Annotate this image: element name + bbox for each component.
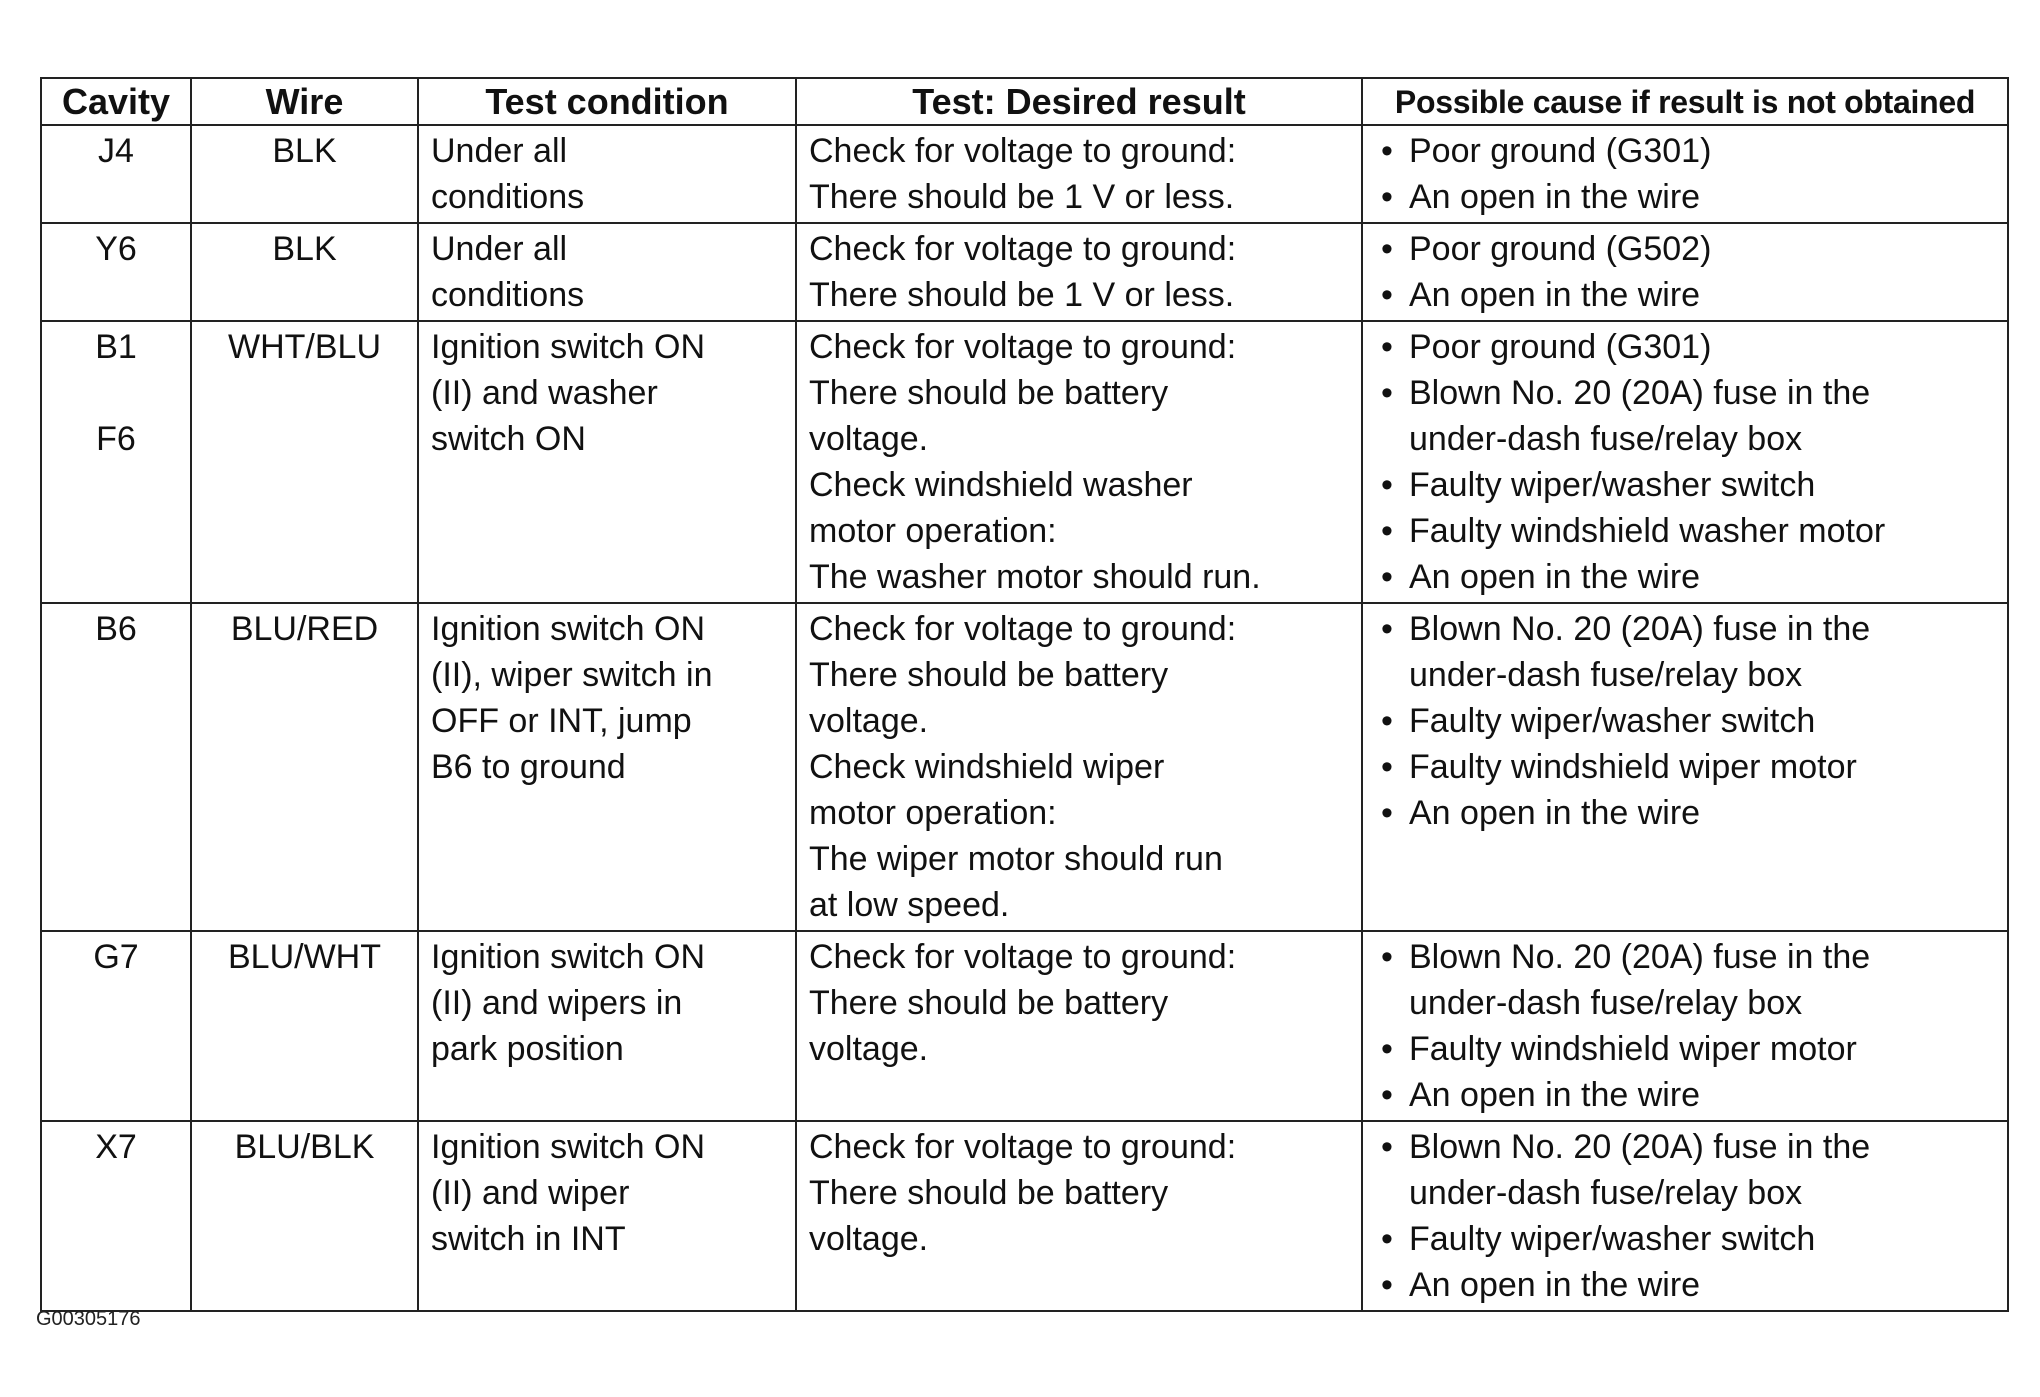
desired-result-cell xyxy=(796,125,1362,223)
cause-list xyxy=(1375,324,1995,600)
table-row xyxy=(41,931,2008,1121)
test-condition-line: Ignition switch ON xyxy=(431,938,705,976)
cavity-cell xyxy=(41,931,191,1121)
cavity-value: B6 xyxy=(95,610,137,648)
cause-item xyxy=(1375,698,1995,744)
test-condition-line: Ignition switch ON xyxy=(431,610,705,648)
test-condition-line: switch ON xyxy=(431,420,586,458)
test-condition-line: Ignition switch ON xyxy=(431,328,705,366)
cavity-value: Y6 xyxy=(95,230,137,268)
cavity-value: X7 xyxy=(95,1128,137,1166)
desired-result-cell xyxy=(796,931,1362,1121)
wire-cell xyxy=(191,223,418,321)
desired-result-line: There should be 1 V or less. xyxy=(809,178,1235,216)
table-body xyxy=(41,125,2008,1311)
cause-item xyxy=(1375,606,1995,698)
wire-color-value: BLU/WHT xyxy=(228,938,381,976)
cause-text: under-dash fuse/relay box xyxy=(1409,984,1803,1022)
desired-result-cell xyxy=(796,321,1362,603)
possible-cause-cell xyxy=(1362,223,2008,321)
desired-result-line: Check for voltage to ground: xyxy=(809,938,1237,976)
table-row xyxy=(41,321,2008,603)
cause-item xyxy=(1375,1026,1995,1072)
possible-cause-cell xyxy=(1362,931,2008,1121)
test-condition-line: switch in INT xyxy=(431,1220,626,1258)
cavity-value: B1 xyxy=(95,328,137,366)
desired-result-line: voltage. xyxy=(809,1030,929,1068)
cause-text: • Faulty windshield washer motor xyxy=(1409,512,1886,550)
wire-color-value: WHT/BLU xyxy=(228,328,381,366)
cavity-value xyxy=(54,370,178,416)
desired-result-line: There should be battery xyxy=(809,984,1169,1022)
wire-cell xyxy=(191,125,418,223)
wire-cell xyxy=(191,1121,418,1311)
cause-text: • Poor ground (G301) xyxy=(1409,328,1712,366)
cause-text: • Faulty wiper/washer switch xyxy=(1409,702,1816,740)
wire-color-value: BLK xyxy=(272,132,337,170)
wiring-test-table xyxy=(40,77,2009,1312)
cause-item xyxy=(1375,272,1995,318)
cause-text: • An open in the wire xyxy=(1409,558,1701,596)
cavity-value: J4 xyxy=(98,132,134,170)
desired-result-line: Check windshield wiper xyxy=(809,748,1165,786)
cause-list xyxy=(1375,934,1995,1118)
cause-text: under-dash fuse/relay box xyxy=(1409,420,1803,458)
possible-cause-cell xyxy=(1362,125,2008,223)
test-condition-line: conditions xyxy=(431,178,585,216)
desired-result-line: at low speed. xyxy=(809,886,1010,924)
figure-id: G00305176 xyxy=(36,1308,141,1330)
desired-result-cell xyxy=(796,223,1362,321)
header-cavity: Cavity xyxy=(41,78,191,125)
table-row xyxy=(41,1121,2008,1311)
desired-result-line: Check for voltage to ground: xyxy=(809,328,1237,366)
header-possible-cause: Possible cause if result is not obtained xyxy=(1362,78,2008,125)
test-condition-line: (II) and wipers in xyxy=(431,984,683,1022)
cause-item xyxy=(1375,790,1995,836)
test-condition-cell xyxy=(418,223,796,321)
cause-item xyxy=(1375,934,1995,1026)
cause-text: • An open in the wire xyxy=(1409,276,1701,314)
desired-result-line: Check for voltage to ground: xyxy=(809,230,1237,268)
cause-text: • Poor ground (G301) xyxy=(1409,132,1712,170)
cause-item xyxy=(1375,1124,1995,1216)
cause-text: • Blown No. 20 (20A) fuse in the xyxy=(1409,610,1871,648)
cause-text: • Blown No. 20 (20A) fuse in the xyxy=(1409,938,1871,976)
cause-text: • An open in the wire xyxy=(1409,1076,1701,1114)
test-condition-line: park position xyxy=(431,1030,624,1068)
cause-item xyxy=(1375,1262,1995,1308)
cavity-cell xyxy=(41,1121,191,1311)
test-condition-cell xyxy=(418,1121,796,1311)
cause-text: • Faulty windshield wiper motor xyxy=(1409,748,1857,786)
cause-item xyxy=(1375,370,1995,462)
cause-item xyxy=(1375,462,1995,508)
cause-text: • Blown No. 20 (20A) fuse in the xyxy=(1409,374,1871,412)
cause-text: • An open in the wire xyxy=(1409,1266,1701,1304)
cause-item xyxy=(1375,324,1995,370)
test-condition-line: (II) and washer xyxy=(431,374,658,412)
wiring-test-table-container xyxy=(40,77,2007,1312)
test-condition-line: OFF or INT, jump xyxy=(431,702,692,740)
header-test-condition: Test condition xyxy=(418,78,796,125)
cavity-cell xyxy=(41,603,191,931)
test-condition-cell xyxy=(418,603,796,931)
desired-result-line: voltage. xyxy=(809,420,929,458)
table-row xyxy=(41,603,2008,931)
possible-cause-cell xyxy=(1362,321,2008,603)
desired-result-line: motor operation: xyxy=(809,794,1057,832)
header-wire: Wire xyxy=(191,78,418,125)
desired-result-line: The wiper motor should run xyxy=(809,840,1223,878)
desired-result-line: Check windshield washer xyxy=(809,466,1193,504)
desired-result-line: There should be 1 V or less. xyxy=(809,276,1235,314)
cause-text: under-dash fuse/relay box xyxy=(1409,656,1803,694)
desired-result-line: voltage. xyxy=(809,1220,929,1258)
cause-text: • Blown No. 20 (20A) fuse in the xyxy=(1409,1128,1871,1166)
desired-result-line: The washer motor should run. xyxy=(809,558,1261,596)
cause-list xyxy=(1375,128,1995,220)
wire-color-value: BLU/RED xyxy=(230,610,379,648)
desired-result-cell xyxy=(796,603,1362,931)
cause-item xyxy=(1375,508,1995,554)
test-condition-line: Under all xyxy=(431,132,568,170)
cause-item xyxy=(1375,1072,1995,1118)
wire-cell xyxy=(191,931,418,1121)
cause-item xyxy=(1375,226,1995,272)
desired-result-line: There should be battery xyxy=(809,374,1169,412)
wire-cell xyxy=(191,603,418,931)
desired-result-line: There should be battery xyxy=(809,1174,1169,1212)
table-header-row xyxy=(41,78,2008,125)
test-condition-line: Ignition switch ON xyxy=(431,1128,705,1166)
desired-result-line: motor operation: xyxy=(809,512,1057,550)
cavity-value: G7 xyxy=(93,938,139,976)
desired-result-line: Check for voltage to ground: xyxy=(809,1128,1237,1166)
cause-list xyxy=(1375,606,1995,836)
possible-cause-cell xyxy=(1362,603,2008,931)
cavity-cell xyxy=(41,321,191,603)
cause-text: • An open in the wire xyxy=(1409,178,1701,216)
cavity-cell xyxy=(41,125,191,223)
table-row xyxy=(41,125,2008,223)
table-row xyxy=(41,223,2008,321)
desired-result-line: voltage. xyxy=(809,702,929,740)
desired-result-line: Check for voltage to ground: xyxy=(809,610,1237,648)
header-desired-result: Test: Desired result xyxy=(796,78,1362,125)
test-condition-line: Under all xyxy=(431,230,568,268)
cavity-cell xyxy=(41,223,191,321)
cause-text: • Faulty wiper/washer switch xyxy=(1409,466,1816,504)
test-condition-cell xyxy=(418,125,796,223)
cause-text: • An open in the wire xyxy=(1409,794,1701,832)
cause-item xyxy=(1375,1216,1995,1262)
cause-item xyxy=(1375,554,1995,600)
cause-item xyxy=(1375,174,1995,220)
cause-list xyxy=(1375,1124,1995,1308)
cause-list xyxy=(1375,226,1995,318)
desired-result-cell xyxy=(796,1121,1362,1311)
test-condition-line: conditions xyxy=(431,276,585,314)
test-condition-line: (II), wiper switch in xyxy=(431,656,713,694)
cause-item xyxy=(1375,128,1995,174)
cause-text: under-dash fuse/relay box xyxy=(1409,1174,1803,1212)
desired-result-line: Check for voltage to ground: xyxy=(809,132,1237,170)
wire-color-value: BLK xyxy=(272,230,337,268)
test-condition-line: (II) and wiper xyxy=(431,1174,630,1212)
cause-text: • Faulty windshield wiper motor xyxy=(1409,1030,1857,1068)
wire-cell xyxy=(191,321,418,603)
test-condition-cell xyxy=(418,321,796,603)
cause-text: • Faulty wiper/washer switch xyxy=(1409,1220,1816,1258)
cause-text: • Poor ground (G502) xyxy=(1409,230,1712,268)
test-condition-line: B6 to ground xyxy=(431,748,626,786)
test-condition-cell xyxy=(418,931,796,1121)
wire-color-value: BLU/BLK xyxy=(234,1128,375,1166)
possible-cause-cell xyxy=(1362,1121,2008,1311)
cavity-value: F6 xyxy=(96,420,136,458)
cause-item xyxy=(1375,744,1995,790)
desired-result-line: There should be battery xyxy=(809,656,1169,694)
